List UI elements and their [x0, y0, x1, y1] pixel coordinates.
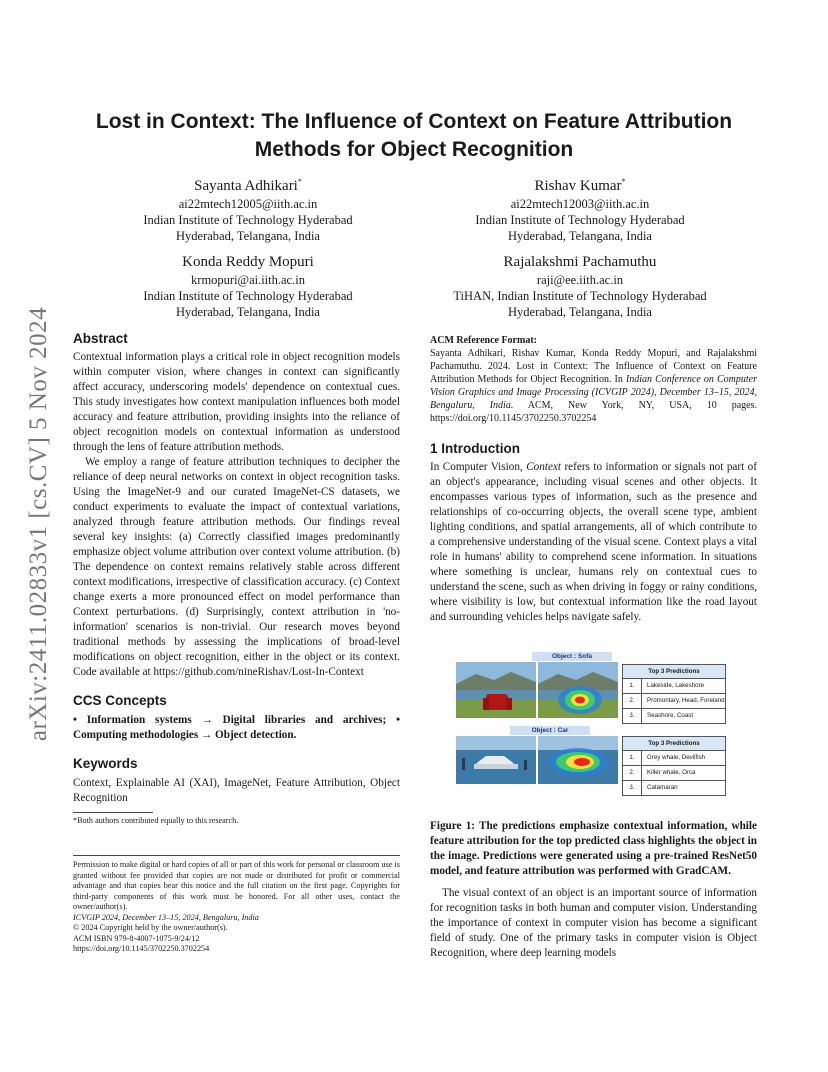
author-location: Hyderabad, Telangana, India	[508, 229, 652, 243]
author-name: Konda Reddy Mopuri	[182, 254, 314, 270]
author-location: Hyderabad, Telangana, India	[508, 305, 652, 319]
figure-caption: Figure 1: The predictions emphasize contextual information, while feature attribution for the top predicted class highlights the object in the image. Predictions were generated using a pre-trained ResNet50 model, and feature attribution was performed with GradCAM.	[430, 820, 757, 878]
introduction	[430, 440, 757, 625]
sofa-gradcam-image	[538, 662, 618, 718]
intro-paragraph: In Computer Vision, Context refers to information or signals not part of an object's appearance, including visual scenes and other objects. It encompasses various types of information, such as the presence and relationships of co-occurring objects, the overall scene type, ambient lighting conditions, and spatial arrangements, all of which contribute to a comprehensive understanding of the visual scene. Context plays a vital role in humans' ability to comprehend scene information. In situations where something is unclear, humans rely on contextual cues to understand the scene, such as when driving in foggy or rainy conditions, where visibility is low, but contextual information like the road layout and surrounding vehicles helps navigate safely.	[430, 461, 757, 623]
author-block-1	[98, 172, 398, 244]
panel-tag: Object : Sofa	[532, 652, 612, 661]
predictions-table: Top 3 Predictions 1. Lakeside, Lakeshore 2. Promontary, Head, Foreland 3. Seashore, Coast	[622, 664, 726, 724]
author-location: Hyderabad, Telangana, India	[176, 229, 320, 243]
author-affiliation: Indian Institute of Technology Hyderabad	[475, 213, 685, 227]
author-email: krmopuri@ai.iith.ac.in	[191, 273, 305, 287]
acm-ref-text: Sayanta Adhikari, Rishav Kumar, Konda Reddy Mopuri, and Rajalakshmi Pachamuthu. 2024. Lost in Context: The Influence of Context on Feature Attribution Methods for Object Recognition. In Indian Conference on Computer Vision Graphics and Image Processing (ICVGIP 2024), December 13–15, 2024, Bengaluru, India. ACM, New York, NY, USA, 10 pages. https://doi.org/10.1145/3702250.3702254	[430, 348, 757, 424]
author-block-4	[430, 252, 730, 320]
abstract-heading: Abstract	[73, 331, 128, 346]
author-affiliation: TiHAN, Indian Institute of Technology Hyderabad	[453, 289, 707, 303]
car-gradcam-image	[538, 736, 618, 784]
ccs-heading: CCS Concepts	[73, 693, 167, 708]
arxiv-stamp: arXiv:2411.02833v1 [cs.CV] 5 Nov 2024	[25, 306, 52, 742]
permission-text: Permission to make digital or hard copies of all or part of this work for personal or classroom use is granted without fee provided that copies are not made or distributed for profit or commercial advantage and that copies bear this notice and the full citation on the first page. Copyrights for third-party components of this work must be honored. For all other uses, contact the owner/author(s).	[73, 860, 400, 911]
acm-reference	[430, 334, 757, 425]
permission-block	[73, 855, 400, 955]
intro-paragraph: The visual context of an object is an important source of information for recognition tasks in both human and computer vision. Understanding the importance of context in computer vision has become a significant field of study. One of the primary tasks in computer vision is Object Recognition, where deep learning models	[430, 887, 757, 959]
author-mark: *	[621, 177, 626, 186]
intro-heading: 1 Introduction	[430, 441, 520, 456]
author-name: Rishav Kumar	[534, 178, 622, 194]
author-location: Hyderabad, Telangana, India	[176, 305, 320, 319]
author-affiliation: Indian Institute of Technology Hyderabad	[143, 289, 353, 303]
copyright-line: © 2024 Copyright held by the owner/author(s).	[73, 923, 228, 932]
abstract-paragraph: We employ a range of feature attribution techniques to decipher the reliance of deep neural networks on context in object recognition tasks. Using the ImageNet-9 and our curated ImageNet-CS datasets, we conduct experiments to evaluate the impact of contextual variations, analyzed through feature attribution methods. Our findings reveal several key insights: (a) Correctly classified images predominantly emphasize object volume attribution over context volume attribution. (b) The dependence on context remains relatively stable across different context modifications, irrespective of classification accuracy. (c) Context change exerts a more pronounced effect on model performance than Context perturbations. (d) Surprisingly, context attribution in 'no-information' scenarios is non-trivial. Our research moves beyond traditional methods by assessing the implications of broad-level modifications on object recognition, either in the object or its context. Code available at https://github.com/nineRishav/Lost-In-Context	[73, 456, 400, 678]
author-email: ai22mtech12005@iith.ac.in	[178, 197, 318, 211]
ccs-text: • Information systems → Digital libraries and archives; • Computing methodologies → Object detection.	[73, 714, 400, 741]
figure-1	[454, 650, 778, 800]
abstract-paragraph: Contextual information plays a critical role in object recognition models within computer vision, where changes in context can significantly affect accuracy, underscoring models' dependence on contextual cues. This study investigates how context manipulation influences both model accuracy and feature attribution, providing insights into the reliance of object recognition models on contextual information as understood through the lens of feature attribution methods.	[73, 351, 400, 453]
author-name: Rajalakshmi Pachamuthu	[503, 254, 657, 270]
author-affiliation: Indian Institute of Technology Hyderabad	[143, 213, 353, 227]
keywords-text: Context, Explainable AI (XAI), ImageNet, Feature Attribution, Object Recognition	[73, 777, 400, 804]
footnote: *Both authors contributed equally to this research.	[73, 816, 239, 825]
intro-continued	[430, 886, 757, 961]
venue-line: ICVGIP 2024, December 13–15, 2024, Bengaluru, India	[73, 912, 259, 922]
left-column	[73, 330, 400, 827]
keywords-heading: Keywords	[73, 756, 138, 771]
car-image	[456, 736, 536, 784]
panel-tag: Object : Car	[510, 726, 590, 735]
author-block-2	[430, 172, 730, 244]
author-block-3	[98, 252, 398, 320]
isbn-line: ACM ISBN 979-8-4007-1075-9/24/12	[73, 933, 200, 943]
predictions-table: Top 3 Predictions 1. Grey whale, Devilfish 2. Killer whale, Orca 3. Catamaran	[622, 736, 726, 796]
author-email: ai22mtech12003@iith.ac.in	[510, 197, 650, 211]
sofa-image	[456, 662, 536, 718]
author-email: raji@ee.iith.ac.in	[536, 273, 624, 287]
author-name: Sayanta Adhikari	[194, 178, 298, 194]
paper-title: Lost in Context: The Influence of Context on Feature Attribution Methods for Object Recognition	[95, 110, 733, 161]
acm-ref-heading: ACM Reference Format:	[430, 335, 537, 346]
doi-line[interactable]: https://doi.org/10.1145/3702250.3702254	[73, 944, 210, 953]
author-mark: *	[297, 177, 302, 186]
